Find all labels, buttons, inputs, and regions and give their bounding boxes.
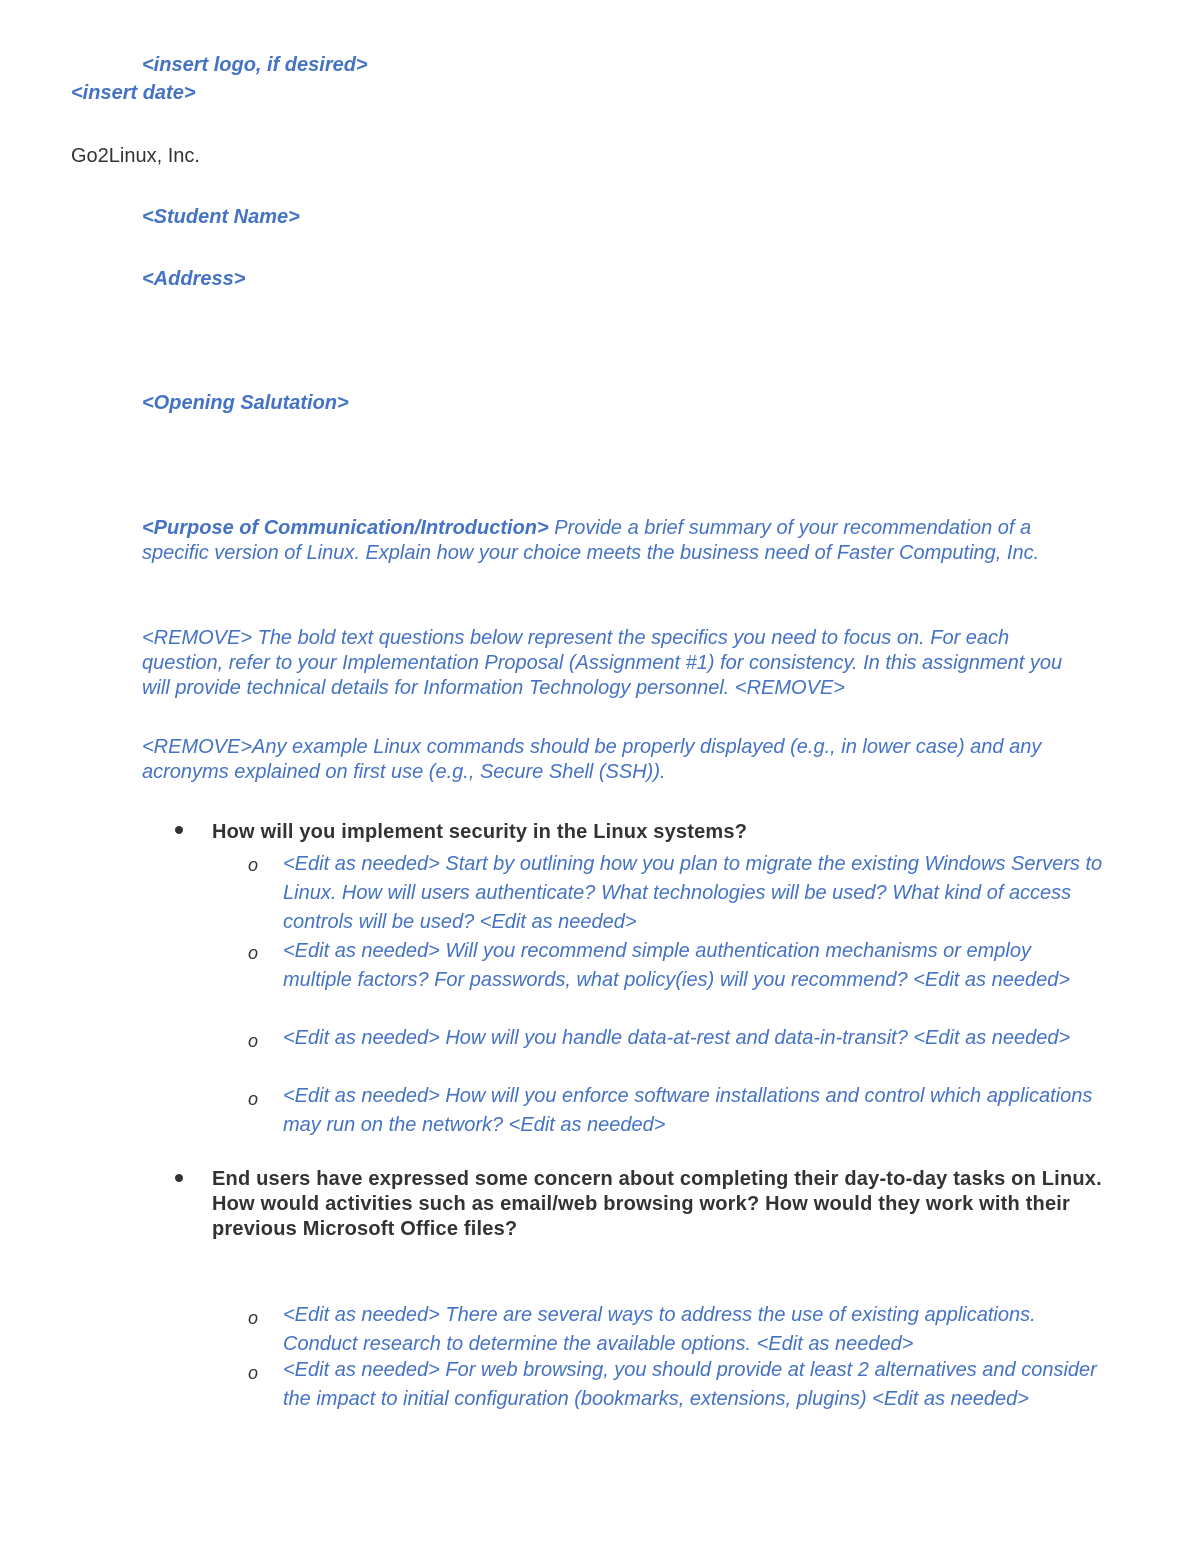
remove-note-1: <REMOVE> The bold text questions below represent the specifics you need to focus on. For each question, refer to your Implementation Proposal (Assignment #1) for consistency. In this assignment you will provide technical details for Information Technology personnel. <REMOVE> bbox=[142, 627, 1063, 699]
student-name-placeholder: <Student Name> bbox=[142, 206, 300, 228]
purpose-label: <Purpose of Communication/Introduction> bbox=[142, 517, 549, 539]
purpose-paragraph bbox=[142, 516, 1082, 566]
logo-placeholder: <insert logo, if desired> bbox=[142, 54, 368, 76]
address-placeholder: <Address> bbox=[142, 268, 246, 290]
sub-bullet-o-icon: o bbox=[248, 855, 259, 875]
sub-bullet-o-icon: o bbox=[248, 1089, 259, 1109]
bullet-dot-icon bbox=[175, 826, 183, 834]
question-1-item-4: <Edit as needed> How will you enforce software installations and control which applications may run on the network? <Edit as needed> bbox=[283, 1085, 1093, 1136]
question-1-item-3: <Edit as needed> How will you handle data-at-rest and data-in-transit? <Edit as needed> bbox=[283, 1027, 1071, 1049]
sub-bullet-o-icon: o bbox=[248, 1363, 259, 1383]
question-2: End users have expressed some concern about completing their day-to-day tasks on Linux. How would activities such as email/web browsing work? How would they work with their previous Microsoft Office files? bbox=[212, 1168, 1102, 1240]
sub-bullet-o-icon: o bbox=[248, 1308, 259, 1328]
remove-note-2: <REMOVE>Any example Linux commands should be properly displayed (e.g., in lower case) and any acronyms explained on first use (e.g., Secure Shell (SSH)). bbox=[142, 736, 1042, 783]
purpose-text: Provide a brief summary of your recommendation of a specific version of Linux. Explain how your choice meets the business need of Faster Computing, Inc. bbox=[142, 517, 1040, 564]
sub-bullet-o-icon: o bbox=[248, 1031, 259, 1051]
question-2-item-1: <Edit as needed> There are several ways to address the use of existing applications. Conduct research to determine the available options. <Edit as needed> bbox=[283, 1304, 1036, 1355]
bullet-dot-icon bbox=[175, 1174, 183, 1182]
date-placeholder: <insert date> bbox=[71, 82, 196, 104]
question-1-item-1: <Edit as needed> Start by outlining how you plan to migrate the existing Windows Servers to Linux. How will users authenticate? What technologies will be used? What kind of access controls will be used? <Edit as needed> bbox=[283, 853, 1103, 933]
question-2-item-2: <Edit as needed> For web browsing, you should provide at least 2 alternatives and consider the impact to initial configuration (bookmarks, extensions, plugins) <Edit as needed> bbox=[283, 1359, 1097, 1410]
company-name: Go2Linux, Inc. bbox=[71, 145, 200, 167]
sub-bullet-o-icon: o bbox=[248, 943, 259, 963]
question-1-item-2: <Edit as needed> Will you recommend simple authentication mechanisms or employ multiple factors? For passwords, what policy(ies) will you recommend? <Edit as needed> bbox=[283, 940, 1071, 991]
question-1: How will you implement security in the Linux systems? bbox=[212, 821, 748, 843]
salutation-placeholder: <Opening Salutation> bbox=[142, 392, 349, 414]
